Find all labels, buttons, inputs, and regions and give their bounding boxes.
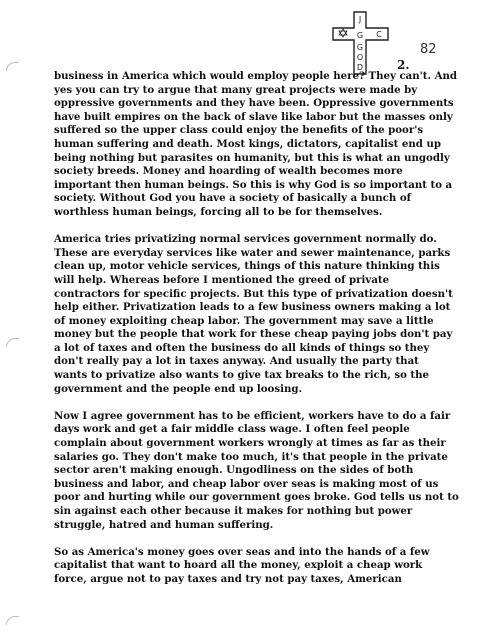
- text-line: government and the people end up loosing.: [54, 382, 303, 395]
- cross-letter: C: [376, 30, 382, 39]
- text-line: suffered so the upper class could enjoy the benefits of the poor's: [54, 124, 424, 137]
- paragraph: [54, 546, 474, 587]
- text-line: struggle, hatred and human suffering.: [54, 518, 274, 531]
- text-line: society breeds. Money and hoarding of wealth becomes more: [54, 165, 403, 178]
- cross-letter: G: [356, 43, 364, 52]
- text-line: sector aren't making enough. Ungodliness on the sides of both: [54, 464, 414, 477]
- text-line: oppressive governments and they have been. Oppressive governments: [54, 97, 454, 110]
- text-line: business in America which would employ people here? They can't. And: [54, 70, 458, 82]
- text-line: a lot of taxes and often the business do all kinds of things so they: [54, 341, 430, 354]
- text-line: contractors for specific projects. But this type of privatization doesn't: [54, 287, 453, 300]
- text-line: These are everyday services like water and sewer maintenance, parks: [54, 246, 451, 259]
- hand-drawn-cross-icon: [330, 8, 392, 76]
- text-line: human suffering and death. Most kings, dictators, capitalist end up: [54, 137, 442, 150]
- text-line: complain about government workers wrongly at times as far as their: [54, 437, 446, 450]
- text-line: worthless human beings, forcing all to be for themselves.: [54, 205, 383, 218]
- text-line: days work and get a fair middle class wage. I often feel people: [54, 423, 410, 436]
- text-line: clean up, motor vehicle services, things of this nature thinking this: [54, 260, 440, 273]
- page-number: 2.: [397, 58, 410, 72]
- paragraph: [54, 233, 474, 396]
- text-line: of money exploiting cheap labor. The government may save a little: [54, 314, 434, 327]
- text-line: capitalist that want to hoard all the money, exploit a cheap work: [54, 559, 423, 572]
- text-line: poor and hurting while our government goes broke. God tells us not to: [54, 491, 459, 504]
- punch-hole-mark: [6, 338, 19, 347]
- text-line: So as America's money goes over seas and into the hands of a few: [54, 545, 430, 558]
- text-line: money but the people that work for these cheap paying jobs don't pay: [54, 328, 453, 341]
- text-line: being nothing but parasites on humanity, but this is what an ungodly: [54, 151, 450, 164]
- text-line: sin against each other because it makes for nothing but power: [54, 505, 413, 517]
- cross-letter: G: [356, 31, 364, 40]
- text-line: help either. Privatization leads to a few business owners making a lot: [54, 301, 451, 314]
- body-text: [54, 70, 474, 600]
- cross-letter: O: [356, 53, 364, 62]
- text-line: yes you can try to argue that many great projects were made by: [54, 83, 418, 96]
- punch-hole-mark: [6, 62, 19, 71]
- paragraph: [54, 70, 474, 220]
- text-line: force, argue not to pay taxes and try not pay taxes, American: [54, 572, 402, 585]
- text-line: wants to privatize also wants to give tax breaks to the rich, so the: [54, 369, 430, 382]
- cross-letter: J: [358, 15, 362, 24]
- text-line: society. Without God you have a society of basically a bunch of: [54, 192, 412, 205]
- text-line: important then human beings. So this is why God is so important to a: [54, 178, 453, 191]
- cross-letter: D: [356, 63, 364, 72]
- punch-hole-mark: [6, 616, 19, 625]
- text-line: business and labor, and cheap labor over seas is making most of us: [54, 477, 439, 490]
- text-line: Now I agree government has to be efficient, workers have to do a fair: [54, 409, 451, 422]
- star-of-david-icon: [339, 29, 347, 37]
- text-line: have built empires on the back of slave like labor but the masses only: [54, 110, 453, 123]
- paragraph: [54, 410, 474, 532]
- text-line: salaries go. They don't make too much, it's that people in the private: [54, 450, 448, 463]
- text-line: will help. Whereas before I mentioned the greed of private: [54, 273, 390, 286]
- text-line: America tries privatizing normal services government normally do.: [54, 233, 437, 246]
- text-line: don't really pay a lot in taxes anyway. And usually the party that: [54, 355, 419, 368]
- handwritten-note: 82: [420, 42, 437, 57]
